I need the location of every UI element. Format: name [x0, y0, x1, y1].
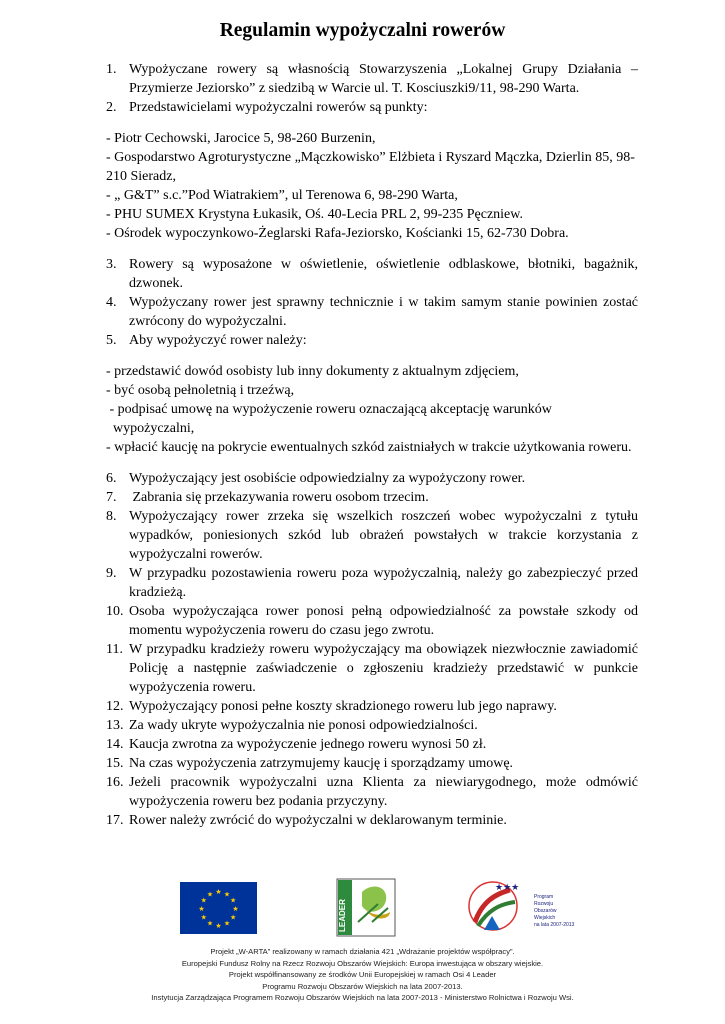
rules-list-3: [106, 469, 638, 830]
requirements-list: [106, 362, 638, 457]
rule-number: 11.: [106, 642, 123, 657]
rule-item: [106, 488, 638, 507]
prow-text-line: na lata 2007-2013: [534, 922, 575, 928]
eu-star-icon: ★: [200, 913, 207, 922]
eu-star-icon: ★: [200, 896, 207, 905]
rule-item: [106, 293, 638, 331]
rule-number: 13.: [106, 718, 124, 733]
eu-star-icon: ★: [215, 888, 222, 896]
rule-item: [106, 255, 638, 293]
rule-text: Wypożyczający ponosi pełne koszty skradzionego roweru lub jego naprawy.: [129, 699, 557, 714]
footer-line: Instytucja Zarządzająca Programem Rozwoju Obszarów Wiejskich na lata 2007-2013 - Ministerstwo Rolnictwa i Rozwoju Wsi.: [151, 993, 574, 1002]
rule-item: [106, 98, 638, 117]
rule-item: [106, 735, 638, 754]
rule-number: 5.: [106, 333, 117, 348]
rule-text: Kaucja zwrotna za wypożyczenie jednego roweru wynosi 50 zł.: [129, 737, 487, 752]
rule-text: Wypożyczający rower zrzeka się wszelkich roszczeń wobec wypożyczalni z tytułu wypadków, poniesionych szkód lub obrażeń powstałych w trakcie korzystania z wypożyczalni rowerów.: [129, 509, 638, 562]
rule-number: 2.: [106, 100, 117, 115]
footer-line: Projekt „W-ARTA” realizowany w ramach działania 421 „Wdrażanie projektów współpracy”.: [210, 947, 515, 956]
rule-text: Przedstawicielami wypożyczalni rowerów są punkty:: [129, 100, 428, 115]
logos-row: [0, 872, 725, 942]
rule-number: 10.: [106, 604, 124, 619]
rental-point: - Piotr Cechowski, Jarocice 5, 98-260 Burzenin,: [106, 131, 376, 146]
rule-number: 3.: [106, 257, 117, 272]
prow-text-line: Rozwoju: [534, 901, 554, 907]
rule-item: [106, 640, 638, 697]
rule-item: [106, 60, 638, 98]
rule-item: [106, 754, 638, 773]
rule-item: [106, 602, 638, 640]
rule-text: Wypożyczane rowery są własnością Stowarzyszenia „Lokalnej Grupy Działania – Przymierze Jeziorsko” z siedzibą w Warcie ul. T. Kosciuszki9/11, 98-290 Warta.: [129, 62, 638, 96]
rule-text: W przypadku kradzieży roweru wypożyczający ma obowiązek niezwłocznie zawiadomić Policję a następnie zaświadczenie o zgłoszeniu kradzieży przedstawić w punkcie wypożyczenia roweru.: [129, 642, 638, 695]
rule-item: [106, 469, 638, 488]
footer-line: Projekt współfinansowany ze środków Unii Europejskiej w ramach Osi 4 Leader: [228, 970, 497, 979]
footer-line: Europejski Fundusz Rolny na Rzecz Rozwoju Obszarów Wiejskich: Europa inwestująca w obszary wiejskie.: [181, 958, 544, 968]
logos-svg: [0, 872, 725, 942]
requirement: - przedstawić dowód osobisty lub inny dokumenty z aktualnym zdjęciem,: [106, 364, 519, 379]
rule-number: 15.: [106, 756, 124, 771]
rule-item: [106, 773, 638, 811]
eu-star-icon: ★: [206, 890, 214, 899]
rule-number: 1.: [106, 62, 117, 77]
rule-text: Wypożyczający jest osobiście odpowiedzialny za wypożyczony rower.: [129, 471, 526, 486]
rules-list-2: [106, 255, 638, 350]
page-title: Regulamin wypożyczalni rowerów: [219, 20, 506, 41]
eu-flag-logo: [180, 882, 257, 934]
rule-item: [106, 331, 638, 350]
leader-logo: [337, 879, 395, 936]
rule-number: 6.: [106, 471, 117, 486]
prow-text-line: Obszarów: [534, 908, 557, 914]
rental-point: - Ośrodek wypoczynkowo-Żeglarski Rafa-Jeziorsko, Kościanki 15, 62-730 Dobra.: [106, 226, 569, 241]
rule-item: [106, 697, 638, 716]
eu-star-icon: ★: [223, 890, 231, 899]
rule-text: Wypożyczany rower jest sprawny technicznie i w takim samym stanie powinien zostać zwrócony do wypożyczalni.: [129, 295, 638, 329]
eu-star-icon: ★: [232, 905, 239, 913]
eu-star-icon: ★: [198, 905, 205, 913]
rule-number: 14.: [106, 737, 124, 752]
requirement: - wpłacić kaucję na pokrycie ewentualnych szkód zaistniałych w trakcie użytkowania roweru.: [106, 440, 632, 455]
eu-star-icon: ★: [230, 913, 237, 922]
rule-number: 16.: [106, 775, 124, 790]
prow-star-icon: ★★★: [495, 883, 520, 893]
footer: [0, 946, 725, 1004]
eu-star-icon: ★: [230, 896, 237, 905]
rule-text: Rower należy zwrócić do wypożyczalni w deklarowanym terminie.: [129, 813, 507, 828]
prow-text-line: Wiejskich: [534, 915, 556, 921]
rules-list-1: [106, 60, 638, 117]
rule-text: W przypadku pozostawienia roweru poza wypożyczalnią, należy go zabezpieczyć przed kradzieżą.: [129, 566, 638, 600]
rule-number: 17.: [106, 813, 124, 828]
requirement: - być osobą pełnoletnią i trzeźwą,: [106, 383, 295, 398]
eu-star-icon: ★: [215, 922, 222, 930]
rental-points-list: [106, 129, 638, 243]
rule-item: [106, 716, 638, 735]
leader-label: LEADER: [338, 899, 347, 932]
rule-number: 9.: [106, 566, 117, 581]
requirement: wypożyczalni,: [106, 421, 195, 436]
rule-text: Aby wypożyczyć rower należy:: [129, 333, 307, 348]
rule-item: [106, 507, 638, 564]
rule-item: [106, 564, 638, 602]
rule-number: 8.: [106, 509, 117, 524]
prow-logo: [469, 882, 575, 930]
rule-text: Osoba wypożyczająca rower ponosi pełną odpowiedzialność za powstałe szkody od momentu wypożyczenia roweru do czasu jego zwrotu.: [129, 604, 638, 638]
rental-point: - Gospodarstwo Agroturystyczne „Mączkowisko” Elżbieta i Ryszard Mączka, Dzierlin 85, 98-210 Sieradz,: [106, 150, 635, 184]
rule-text: Jeżeli pracownik wypożyczalni uzna Klienta za niewiarygodnego, może odmówić wypożyczenia roweru bez podania przyczyny.: [129, 775, 638, 809]
regulations-body: [106, 60, 638, 830]
rule-number: 4.: [106, 295, 117, 310]
footer-line: Programu Rozwoju Obszarów Wiejskich na lata 2007-2013.: [262, 981, 463, 991]
rule-text: Za wady ukryte wypożyczalnia nie ponosi odpowiedzialności.: [129, 718, 478, 733]
eu-star-icon: ★: [223, 919, 231, 928]
rule-text: Zabrania się przekazywania roweru osobom trzecim.: [129, 490, 429, 505]
rule-text: Na czas wypożyczenia zatrzymujemy kaucję i sporządzamy umowę.: [129, 756, 514, 771]
rule-text: Rowery są wyposażone w oświetlenie, oświetlenie odblaskowe, błotniki, bagażnik, dzwonek.: [129, 257, 638, 291]
rule-number: 7.: [106, 490, 117, 505]
rule-number: 12.: [106, 699, 124, 714]
requirement: - podpisać umowę na wypożyczenie roweru oznaczającą akceptację warunków: [106, 402, 552, 417]
prow-text-line: Program: [534, 894, 554, 900]
rule-item: [106, 811, 638, 830]
rental-point: - PHU SUMEX Krystyna Łukasik, Oś. 40-Lecia PRL 2, 99-235 Pęczniew.: [106, 207, 523, 222]
eu-star-icon: ★: [206, 919, 214, 928]
rental-point: - „ G&T” s.c.”Pod Wiatrakiem”, ul Terenowa 6, 98-290 Warta,: [106, 188, 458, 203]
